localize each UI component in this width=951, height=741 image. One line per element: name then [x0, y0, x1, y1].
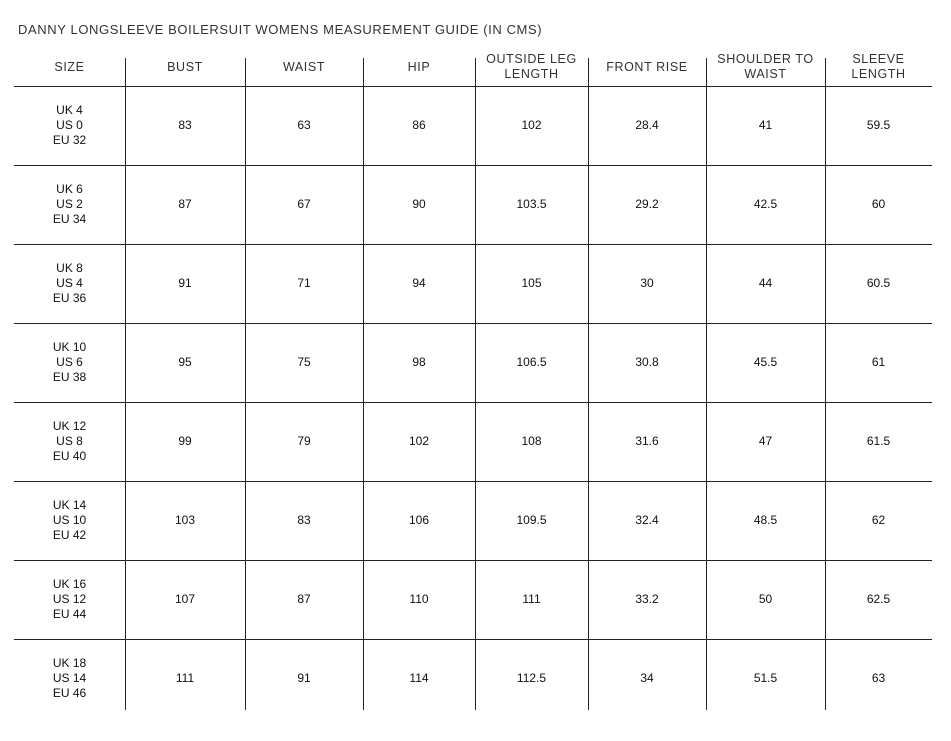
measurement-value: 109.5: [516, 513, 547, 527]
measurement-value: 106.5: [516, 355, 547, 369]
column-header: [14, 48, 125, 86]
size-label: US 8: [56, 434, 83, 448]
column-header: [588, 48, 706, 86]
measurement-value: 114: [409, 671, 429, 685]
size-label: UK 10: [52, 340, 87, 354]
measurement-value: 61: [871, 355, 886, 369]
measurement-value: 106: [408, 513, 430, 527]
measurement-value: 32.4: [635, 513, 659, 527]
measurement-value: 62.5: [866, 592, 891, 606]
column-header: [363, 48, 475, 86]
size-label: UK 16: [52, 577, 87, 591]
size-label: EU 46: [52, 686, 87, 700]
measurement-value: 31.6: [635, 434, 659, 448]
column-header: [125, 48, 245, 86]
page-title: DANNY LONGSLEEVE BOILERSUIT WOMENS MEASUREMENT GUIDE (IN CMS): [18, 22, 543, 37]
measurement-value: 60.5: [866, 276, 891, 290]
column-header-label: OUTSIDE LEG: [486, 52, 577, 66]
size-label: US 4: [56, 276, 83, 290]
measurement-value: 87: [178, 197, 192, 211]
size-label: US 12: [52, 592, 87, 606]
column-header-label: HIP: [407, 59, 431, 74]
measurement-value: 83: [178, 118, 192, 132]
measurement-value: 107: [174, 592, 196, 606]
measurement-value: 30.8: [635, 355, 659, 369]
measurement-value: 61.5: [866, 434, 891, 448]
measurement-value: 30: [640, 276, 654, 290]
measurement-value: 63: [297, 118, 311, 132]
size-label: US 2: [56, 197, 83, 211]
measurement-value: 75: [297, 355, 311, 369]
measurement-value: 111: [522, 592, 541, 606]
size-label: US 10: [52, 513, 87, 527]
size-label: US 14: [52, 671, 87, 685]
column-header-label: FRONT RISE: [606, 59, 688, 74]
column-header: [825, 48, 932, 86]
measurement-value: 62: [871, 513, 886, 527]
size-label: EU 36: [52, 291, 87, 305]
size-label: EU 44: [52, 607, 87, 621]
measurement-value: 102: [408, 434, 430, 448]
size-label: US 0: [56, 118, 83, 132]
measurement-value: 103: [174, 513, 196, 527]
measurement-value: 29.2: [635, 197, 659, 211]
measurement-value: 105: [521, 276, 542, 290]
measurement-value: 47: [758, 434, 773, 448]
measurement-value: 33.2: [635, 592, 659, 606]
measurement-value: 102: [521, 118, 542, 132]
size-label: EU 40: [52, 449, 87, 463]
measurement-value: 98: [412, 355, 426, 369]
size-label: US 6: [56, 355, 83, 369]
size-label: UK 6: [56, 182, 83, 196]
measurement-value: 94: [412, 276, 426, 290]
column-header-label: WAIST: [282, 59, 326, 74]
measurement-value: 48.5: [753, 513, 778, 527]
measurement-value: 103.5: [516, 197, 547, 211]
measurement-value: 95: [178, 355, 192, 369]
measurement-value: 71: [297, 276, 311, 290]
column-header-label: LENGTH: [851, 67, 906, 81]
measurement-value: 42.5: [753, 197, 778, 211]
size-cell: [14, 560, 125, 639]
size-label: EU 42: [52, 528, 87, 542]
measurement-value: 28.4: [635, 118, 659, 132]
measurement-value: 111: [175, 671, 195, 685]
column-header-label: SHOULDER TO: [717, 52, 814, 66]
measurement-value: 90: [412, 197, 426, 211]
measurement-value: 59.5: [866, 118, 891, 132]
size-cell: [14, 402, 125, 481]
measurement-value: 86: [412, 118, 426, 132]
size-label: UK 8: [56, 261, 83, 275]
column-header-label: SIZE: [54, 59, 85, 74]
measurement-value: 34: [640, 671, 654, 685]
size-cell: [14, 244, 125, 323]
column-header-label: LENGTH: [504, 67, 559, 81]
column-header-label: WAIST: [744, 67, 787, 81]
measurement-value: 41: [758, 118, 773, 132]
size-cell: [14, 86, 125, 165]
measurement-value: 110: [409, 592, 429, 606]
measurement-value: 67: [297, 197, 311, 211]
size-cell: [14, 639, 125, 718]
measurement-value: 51.5: [753, 671, 778, 685]
measurement-table: [14, 48, 932, 710]
measurement-value: 99: [178, 434, 192, 448]
measurement-value: 50: [758, 592, 773, 606]
column-header: [706, 48, 825, 86]
measurement-value: 63: [871, 671, 886, 685]
measurement-value: 91: [178, 276, 192, 290]
measurement-value: 60: [871, 197, 886, 211]
measurement-value: 112.5: [516, 671, 547, 685]
size-label: UK 14: [52, 498, 87, 512]
column-header-label: BUST: [167, 59, 203, 74]
measurement-value: 91: [297, 671, 311, 685]
size-label: EU 38: [52, 370, 87, 384]
measurement-value: 83: [297, 513, 311, 527]
size-cell: [14, 323, 125, 402]
column-header: [245, 48, 363, 86]
size-cell: [14, 165, 125, 244]
size-label: EU 34: [52, 212, 87, 226]
size-label: UK 4: [56, 103, 83, 117]
measurement-value: 87: [297, 592, 311, 606]
measurement-value: 108: [521, 434, 542, 448]
measurement-value: 44: [758, 276, 773, 290]
size-label: UK 12: [52, 419, 87, 433]
column-header-label: SLEEVE: [852, 52, 905, 66]
measurement-value: 45.5: [753, 355, 778, 369]
column-header: [475, 48, 588, 86]
size-label: UK 18: [52, 656, 87, 670]
measurement-value: 79: [297, 434, 311, 448]
size-label: EU 32: [52, 133, 87, 147]
size-cell: [14, 481, 125, 560]
